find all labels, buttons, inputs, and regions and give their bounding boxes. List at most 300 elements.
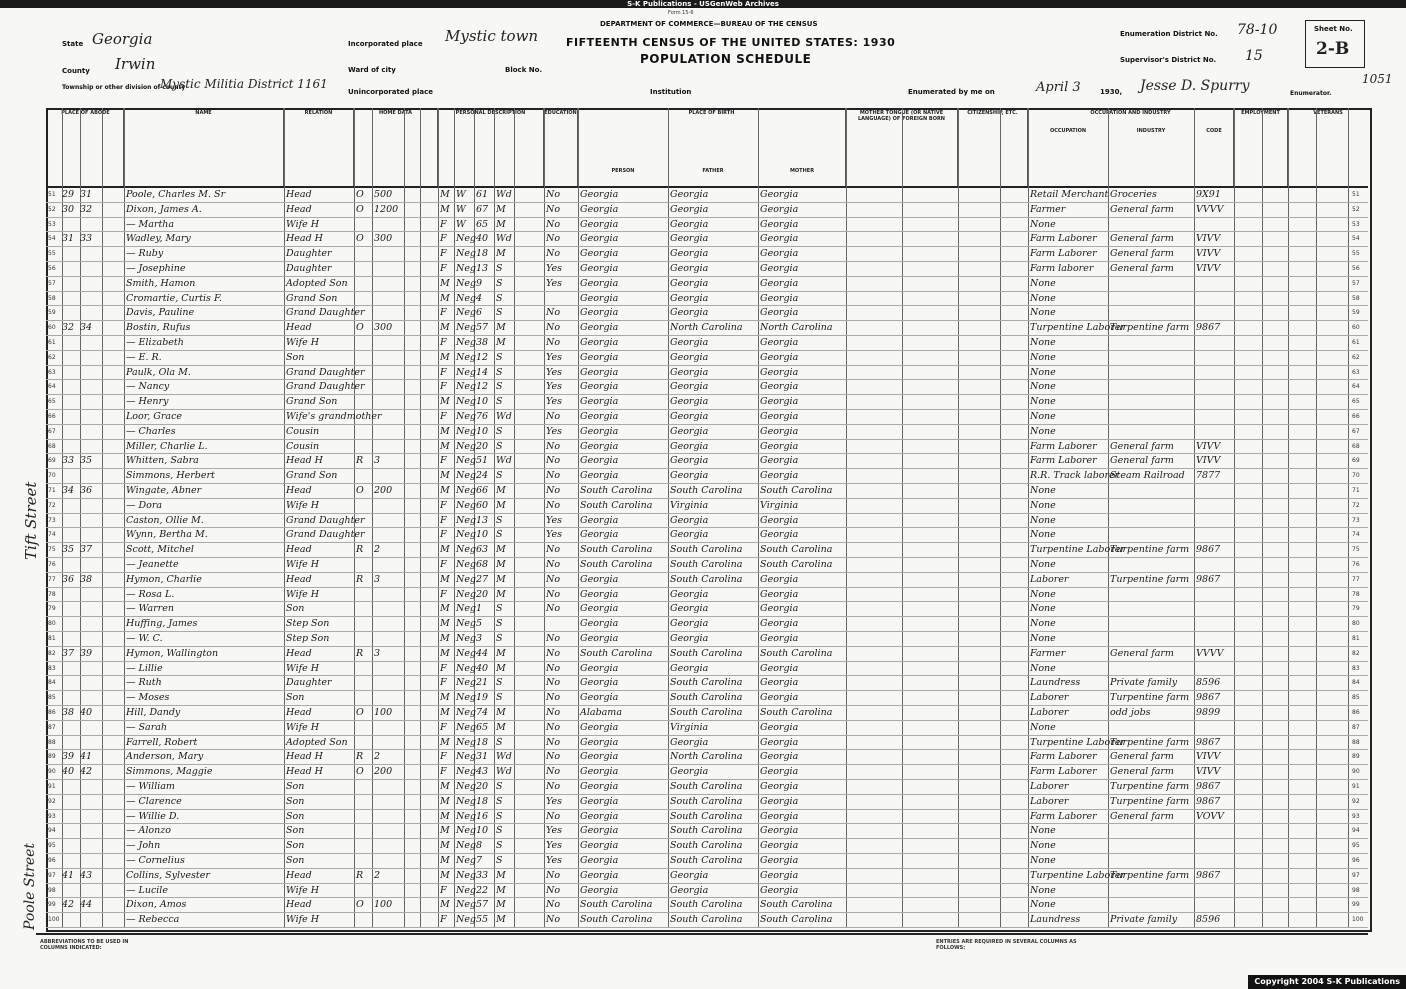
cell-ind bbox=[1110, 499, 1194, 512]
cell-father: Georgia bbox=[670, 455, 709, 467]
line-number-right: 75 bbox=[1352, 546, 1360, 554]
line-number-right: 86 bbox=[1352, 709, 1360, 716]
cell-rel: Daughter bbox=[286, 248, 332, 260]
cell-race: Neg bbox=[456, 337, 477, 348]
cell-race: Neg bbox=[456, 633, 477, 644]
cell-birth: Georgia bbox=[580, 203, 619, 215]
line-number: 78 bbox=[48, 590, 56, 598]
cell-dw: 32 bbox=[62, 322, 75, 334]
cell-name: — Rosa L. bbox=[126, 588, 175, 600]
cell-birth: Georgia bbox=[580, 751, 619, 763]
cell-occ: Farm Laborer bbox=[1030, 440, 1097, 452]
copyright-banner: Copyright 2004 S-K Publications bbox=[1248, 975, 1406, 989]
col-occ: OCCUPATION bbox=[1049, 128, 1087, 134]
cell-val bbox=[374, 262, 404, 275]
cell-val bbox=[374, 218, 404, 231]
cell-sch: No bbox=[546, 218, 561, 230]
cell-sch: Yes bbox=[546, 351, 562, 363]
cell-birth: Georgia bbox=[580, 692, 619, 704]
cell-birth: Georgia bbox=[580, 781, 619, 792]
cell-dw bbox=[62, 499, 80, 512]
cell-fam bbox=[80, 617, 102, 630]
cell-occ: Farm Laborer bbox=[1030, 751, 1097, 763]
cell-dw bbox=[62, 528, 80, 541]
cell-sch: Yes bbox=[546, 825, 562, 837]
cell-home bbox=[356, 351, 372, 364]
cell-birth: Georgia bbox=[580, 248, 619, 260]
cell-fam bbox=[80, 632, 102, 645]
birth-group-label: PLACE OF BIRTH bbox=[688, 110, 735, 116]
col-group-birth bbox=[578, 108, 846, 186]
cell-ms: S bbox=[496, 381, 503, 393]
line-number-right: 66 bbox=[1352, 413, 1360, 420]
cell-race: Neg bbox=[456, 499, 477, 511]
cell-rel: Grand Daughter bbox=[286, 514, 365, 526]
cell-ms: S bbox=[496, 307, 503, 319]
cell-home bbox=[356, 499, 372, 512]
cell-ind: General farm bbox=[1110, 440, 1174, 452]
cell-birth: Georgia bbox=[580, 425, 619, 437]
line-number-right: 80 bbox=[1352, 620, 1360, 628]
cell-dw: 31 bbox=[62, 233, 75, 245]
cell-val: 300 bbox=[374, 322, 393, 334]
cell-fam bbox=[80, 218, 102, 231]
line-number: 69 bbox=[48, 457, 56, 465]
cell-ms: M bbox=[496, 899, 506, 911]
unincorporated-label: Unincorporated place bbox=[348, 88, 434, 96]
cell-fam: 31 bbox=[80, 189, 93, 200]
cell-home bbox=[356, 691, 372, 704]
cell-age: 10 bbox=[476, 425, 489, 437]
cell-home bbox=[356, 528, 372, 541]
cell-ms: S bbox=[496, 855, 503, 866]
cell-code: 9867 bbox=[1196, 869, 1221, 881]
cell-mother: Georgia bbox=[760, 721, 799, 733]
cell-rel: Son bbox=[286, 692, 305, 704]
line-number-right: 98 bbox=[1352, 886, 1360, 894]
cell-rel: Grand Son bbox=[286, 292, 338, 304]
cell-mother: Georgia bbox=[760, 366, 799, 378]
cell-sex: F bbox=[440, 248, 447, 260]
cell-val: 500 bbox=[374, 189, 393, 200]
cell-race: Neg bbox=[456, 381, 477, 393]
cell-mother: Georgia bbox=[760, 514, 799, 526]
line-number: 74 bbox=[48, 531, 56, 539]
cell-fam bbox=[80, 277, 102, 290]
cell-sex: F bbox=[440, 499, 447, 511]
county-value: Irwin bbox=[115, 55, 156, 73]
cell-rel: Adopted Son bbox=[286, 277, 348, 289]
cell-sex: M bbox=[440, 425, 450, 437]
cell-ms: M bbox=[496, 662, 506, 674]
line-number-right: 100 bbox=[1352, 916, 1364, 924]
cell-home bbox=[356, 780, 372, 793]
cell-name: — Lillie bbox=[126, 662, 163, 674]
cell-occ: Laborer bbox=[1030, 795, 1069, 807]
cell-age: 43 bbox=[476, 766, 489, 778]
cell-race: Neg bbox=[456, 692, 477, 704]
cell-rel: Wife H bbox=[286, 721, 320, 733]
cell-birth: South Carolina bbox=[580, 544, 653, 556]
cell-rel: Cousin bbox=[286, 440, 320, 452]
cell-ms: M bbox=[496, 647, 506, 659]
cell-race: Neg bbox=[456, 292, 477, 304]
table-row bbox=[46, 247, 1368, 262]
cell-birth: Georgia bbox=[580, 470, 619, 482]
cell-fam bbox=[80, 824, 102, 837]
line-number-right: 69 bbox=[1352, 457, 1360, 465]
cell-name: Paulk, Ola M. bbox=[126, 366, 191, 378]
line-number-right: 76 bbox=[1352, 561, 1360, 568]
cell-father: Georgia bbox=[670, 470, 709, 482]
cell-fam bbox=[80, 380, 102, 393]
line-number-right: 71 bbox=[1352, 487, 1360, 494]
cell-age: 40 bbox=[476, 233, 489, 245]
cell-code: VIVV bbox=[1196, 751, 1221, 763]
line-number-right: 56 bbox=[1352, 265, 1360, 272]
cell-code: VIVV bbox=[1196, 440, 1221, 452]
cell-rel: Son bbox=[286, 855, 305, 866]
cell-val bbox=[374, 676, 404, 689]
line-number: 98 bbox=[48, 886, 56, 894]
cell-rel: Head bbox=[286, 573, 312, 585]
cell-rel: Wife H bbox=[286, 559, 320, 570]
cell-birth: Georgia bbox=[580, 884, 619, 896]
cell-father: Georgia bbox=[670, 603, 709, 615]
cell-father: South Carolina bbox=[670, 914, 743, 926]
cell-father: Georgia bbox=[670, 248, 709, 260]
cell-father: Virginia bbox=[670, 721, 709, 733]
cell-race: Neg bbox=[456, 884, 477, 896]
line-number: 68 bbox=[48, 442, 56, 450]
cell-birth: Georgia bbox=[580, 514, 619, 526]
cell-name: — Willie D. bbox=[126, 810, 180, 822]
line-number: 66 bbox=[48, 413, 56, 420]
cell-sch: Yes bbox=[546, 381, 562, 393]
cell-code bbox=[1196, 395, 1234, 408]
cell-rel: Wife H bbox=[286, 218, 320, 230]
cell-ms: S bbox=[496, 795, 503, 807]
cell-birth: Georgia bbox=[580, 292, 619, 304]
cell-sch: No bbox=[546, 203, 561, 215]
line-number-right: 64 bbox=[1352, 383, 1360, 391]
cell-mother: South Carolina bbox=[760, 914, 833, 926]
cell-sex: M bbox=[440, 603, 450, 615]
table-row bbox=[46, 824, 1368, 839]
cell-dw bbox=[62, 795, 80, 808]
cell-ms: M bbox=[496, 914, 506, 926]
cell-mother: Georgia bbox=[760, 633, 799, 644]
cell-birth: Georgia bbox=[580, 189, 619, 200]
cell-ms: S bbox=[496, 825, 503, 837]
cell-name: — Dora bbox=[126, 499, 163, 511]
sheet-box bbox=[1305, 20, 1365, 68]
cell-rel: Head H bbox=[286, 455, 323, 467]
line-number: 61 bbox=[48, 339, 56, 346]
line-number: 96 bbox=[48, 857, 56, 864]
cell-ind: Private family bbox=[1110, 677, 1178, 689]
cell-dw bbox=[62, 839, 80, 852]
cell-mother: Georgia bbox=[760, 618, 799, 630]
cell-val bbox=[374, 440, 404, 453]
cell-sch: No bbox=[546, 721, 561, 733]
cell-name: Huffing, James bbox=[126, 618, 198, 630]
cell-ind bbox=[1110, 721, 1194, 734]
cell-code: VIVV bbox=[1196, 233, 1221, 245]
line-number: 88 bbox=[48, 738, 56, 746]
cell-dw bbox=[62, 440, 80, 453]
cell-sex: M bbox=[440, 869, 450, 881]
table-row bbox=[46, 469, 1368, 484]
cell-val bbox=[374, 469, 404, 482]
cell-name: Loor, Grace bbox=[126, 411, 183, 422]
cell-race: Neg bbox=[456, 351, 477, 363]
cell-code bbox=[1196, 380, 1234, 393]
cell-code bbox=[1196, 662, 1234, 675]
cell-val bbox=[374, 602, 404, 615]
cell-rel: Head bbox=[286, 203, 312, 215]
cell-code: 9X91 bbox=[1196, 189, 1221, 200]
cell-val bbox=[374, 351, 404, 364]
cell-sch: No bbox=[546, 440, 561, 452]
cell-race: Neg bbox=[456, 470, 477, 482]
cell-home bbox=[356, 721, 372, 734]
line-number: 94 bbox=[48, 827, 56, 835]
enumerated-year: 1930, bbox=[1100, 88, 1123, 96]
department: DEPARTMENT OF COMMERCE—BUREAU OF THE CENSUS bbox=[600, 20, 818, 28]
cell-birth: Georgia bbox=[580, 869, 619, 881]
cell-age: 19 bbox=[476, 692, 489, 704]
cell-birth: Georgia bbox=[580, 218, 619, 230]
table-row bbox=[46, 765, 1368, 780]
line-number: 100 bbox=[48, 916, 60, 924]
cell-race: Neg bbox=[456, 277, 477, 289]
cell-code bbox=[1196, 336, 1234, 349]
cell-occ: None bbox=[1030, 633, 1056, 644]
cell-ind bbox=[1110, 351, 1194, 364]
margin-street-tift: Tift Street bbox=[22, 481, 40, 560]
enumerated-label: Enumerated by me on bbox=[908, 88, 995, 96]
cell-val bbox=[374, 336, 404, 349]
cell-sex: F bbox=[440, 366, 447, 378]
cell-fam bbox=[80, 292, 102, 305]
cell-sex: M bbox=[440, 277, 450, 289]
line-number: 90 bbox=[48, 768, 56, 776]
line-number-right: 92 bbox=[1352, 797, 1360, 805]
cell-val bbox=[374, 292, 404, 305]
schedule-title: POPULATION SCHEDULE bbox=[640, 52, 812, 66]
table-row bbox=[46, 750, 1368, 765]
cell-sch: No bbox=[546, 248, 561, 260]
cell-rel: Daughter bbox=[286, 263, 332, 274]
cell-race: Neg bbox=[456, 455, 477, 467]
cell-birth: Georgia bbox=[580, 366, 619, 378]
cell-sex: F bbox=[440, 307, 447, 319]
table-row bbox=[46, 647, 1368, 662]
cell-fam bbox=[80, 366, 102, 379]
cell-val: 300 bbox=[374, 233, 393, 245]
cell-sex: M bbox=[440, 573, 450, 585]
table-row bbox=[46, 691, 1368, 706]
cell-ms: S bbox=[496, 514, 503, 526]
cell-ms: M bbox=[496, 544, 506, 556]
cell-father: Georgia bbox=[670, 529, 709, 541]
enumerator-label: Enumerator. bbox=[1290, 90, 1332, 97]
cell-val bbox=[374, 780, 404, 793]
cell-mother: Georgia bbox=[760, 396, 799, 408]
cell-birth: Georgia bbox=[580, 736, 619, 748]
cell-ms: S bbox=[496, 633, 503, 644]
cell-home bbox=[356, 676, 372, 689]
cell-home bbox=[356, 662, 372, 675]
cell-sex: M bbox=[440, 485, 450, 496]
cell-sch: Yes bbox=[546, 425, 562, 437]
line-number: 64 bbox=[48, 383, 56, 391]
cell-ind: General farm bbox=[1110, 263, 1174, 274]
cell-age: 27 bbox=[476, 573, 489, 585]
table-row bbox=[46, 232, 1368, 247]
cell-name: Anderson, Mary bbox=[126, 751, 204, 763]
cell-birth: South Carolina bbox=[580, 914, 653, 926]
cell-sch: No bbox=[546, 707, 561, 718]
cell-val: 2 bbox=[374, 544, 381, 556]
cell-father: Georgia bbox=[670, 203, 709, 215]
cell-val: 3 bbox=[374, 573, 381, 585]
cell-fam: 38 bbox=[80, 573, 93, 585]
cell-race: W bbox=[456, 203, 466, 215]
cell-age: 61 bbox=[476, 189, 489, 200]
cell-fam bbox=[80, 810, 102, 823]
line-number: 65 bbox=[48, 398, 56, 406]
line-number: 70 bbox=[48, 472, 56, 480]
cell-ind: General farm bbox=[1110, 766, 1174, 778]
cell-mother: Georgia bbox=[760, 381, 799, 393]
cell-father: South Carolina bbox=[670, 899, 743, 911]
cell-father: South Carolina bbox=[670, 795, 743, 807]
cell-rel: Adopted Son bbox=[286, 736, 348, 748]
cell-name: — Ruby bbox=[126, 248, 164, 260]
cell-dw bbox=[62, 824, 80, 837]
cell-name: — Henry bbox=[126, 396, 169, 408]
cell-mother: Georgia bbox=[760, 470, 799, 482]
cell-ms: Wd bbox=[496, 455, 512, 467]
cell-birth: South Carolina bbox=[580, 899, 653, 911]
cell-mother: Georgia bbox=[760, 869, 799, 881]
cell-code bbox=[1196, 898, 1234, 911]
line-number-right: 74 bbox=[1352, 531, 1360, 539]
cell-age: 55 bbox=[476, 914, 489, 926]
cell-name: Whitten, Sabra bbox=[126, 455, 199, 467]
cell-dw bbox=[62, 558, 80, 571]
cell-occ: None bbox=[1030, 588, 1056, 600]
cell-father: Georgia bbox=[670, 396, 709, 408]
cell-rel: Grand Daughter bbox=[286, 366, 365, 378]
cell-sex: F bbox=[440, 884, 447, 896]
cell-birth: Georgia bbox=[580, 277, 619, 289]
cell-occ: None bbox=[1030, 307, 1056, 319]
cell-home bbox=[356, 795, 372, 808]
cell-home: R bbox=[356, 869, 364, 881]
table-row bbox=[46, 336, 1368, 351]
cell-mother: Georgia bbox=[760, 855, 799, 866]
cell-sex: F bbox=[440, 721, 447, 733]
cell-val bbox=[374, 795, 404, 808]
cell-sch: No bbox=[546, 603, 561, 615]
cell-sch: Yes bbox=[546, 396, 562, 408]
cell-mother: Georgia bbox=[760, 529, 799, 541]
cell-age: 13 bbox=[476, 514, 489, 526]
cell-mother: Georgia bbox=[760, 692, 799, 704]
cell-mother: Georgia bbox=[760, 751, 799, 763]
cell-home bbox=[356, 588, 372, 601]
cell-race: Neg bbox=[456, 869, 477, 881]
cell-ind bbox=[1110, 632, 1194, 645]
cell-ms: S bbox=[496, 425, 503, 437]
cell-ind bbox=[1110, 218, 1194, 231]
cell-code: 8596 bbox=[1196, 914, 1221, 926]
cell-occ: R.R. Track laborer bbox=[1030, 470, 1120, 482]
cell-name: Hymon, Charlie bbox=[126, 573, 202, 585]
cell-name: — Josephine bbox=[126, 263, 186, 274]
cell-ind: General farm bbox=[1110, 455, 1174, 467]
cell-rel: Head bbox=[286, 544, 312, 556]
sheet-value: 2-B bbox=[1316, 39, 1350, 59]
cell-home: O bbox=[356, 485, 364, 496]
cell-sex: M bbox=[440, 692, 450, 704]
line-number: 81 bbox=[48, 635, 56, 642]
cell-val bbox=[374, 839, 404, 852]
table-row bbox=[46, 810, 1368, 825]
cell-rel: Grand Son bbox=[286, 470, 338, 482]
cell-ind bbox=[1110, 395, 1194, 408]
cell-race: Neg bbox=[456, 514, 477, 526]
cell-birth: Georgia bbox=[580, 588, 619, 600]
cell-mother: Georgia bbox=[760, 203, 799, 215]
cell-home bbox=[356, 247, 372, 260]
line-number-right: 67 bbox=[1352, 427, 1360, 435]
cell-ms: M bbox=[496, 869, 506, 881]
cell-name: — Warren bbox=[126, 603, 174, 615]
cell-ind: General farm bbox=[1110, 233, 1174, 245]
table-row bbox=[46, 292, 1368, 307]
cell-age: 10 bbox=[476, 396, 489, 408]
cell-age: 33 bbox=[476, 869, 489, 881]
col-mother: MOTHER bbox=[789, 168, 815, 174]
cell-birth: Georgia bbox=[580, 455, 619, 467]
cell-sex: M bbox=[440, 633, 450, 644]
cell-val bbox=[374, 558, 404, 571]
cell-sch: No bbox=[546, 869, 561, 881]
cell-sch: Yes bbox=[546, 263, 562, 274]
cell-age: 20 bbox=[476, 588, 489, 600]
cell-ind bbox=[1110, 366, 1194, 379]
cell-occ: Farm Laborer bbox=[1030, 455, 1097, 467]
cell-father: South Carolina bbox=[670, 647, 743, 659]
cell-sch: Yes bbox=[546, 840, 562, 852]
cell-sch: No bbox=[546, 884, 561, 896]
cell-ind bbox=[1110, 277, 1194, 290]
cell-birth: Georgia bbox=[580, 351, 619, 363]
cell-ms: M bbox=[496, 218, 506, 230]
cell-mother: Georgia bbox=[760, 189, 799, 200]
form-number: Form 15-6 bbox=[668, 10, 694, 16]
cell-home bbox=[356, 336, 372, 349]
cell-val bbox=[374, 499, 404, 512]
line-number: 82 bbox=[48, 649, 56, 657]
cell-sch: No bbox=[546, 751, 561, 763]
cell-fam bbox=[80, 691, 102, 704]
cell-code: 9867 bbox=[1196, 322, 1221, 334]
